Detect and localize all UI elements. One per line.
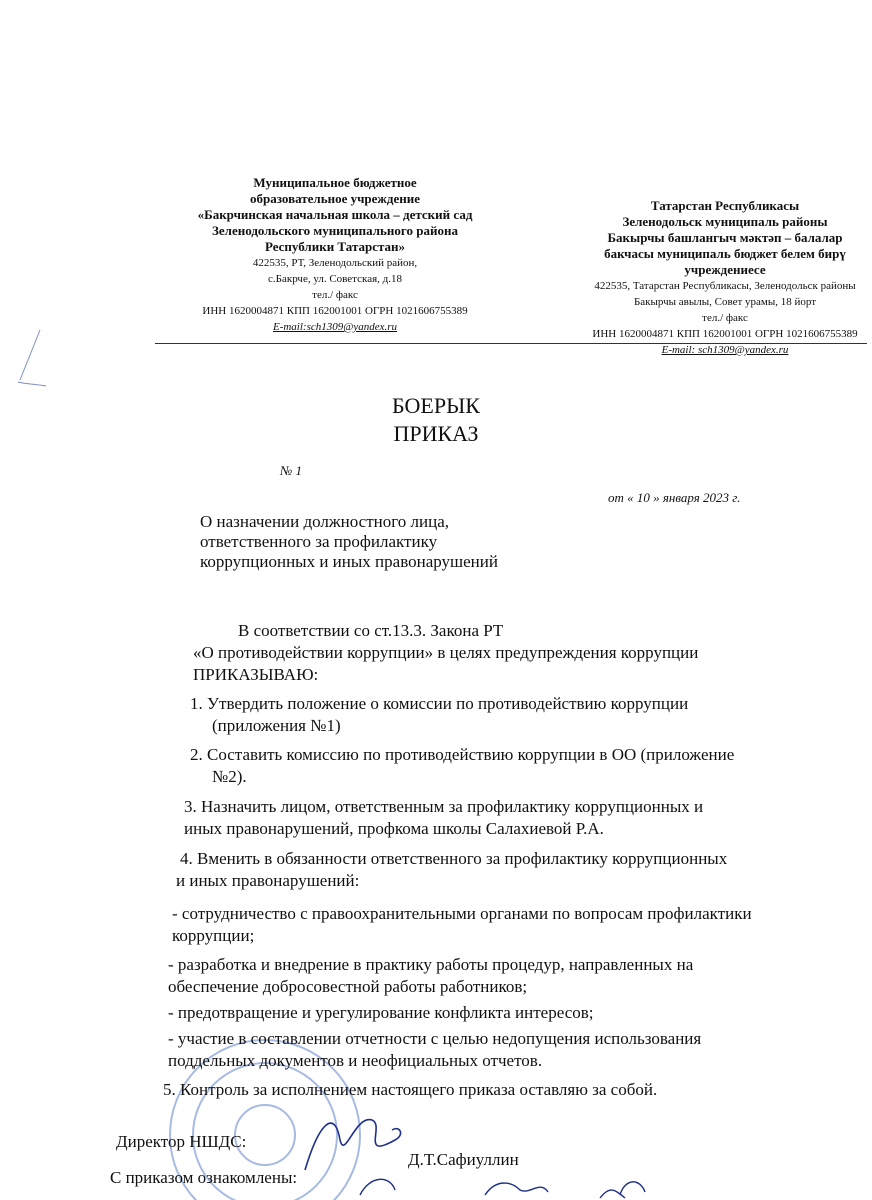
org-name-line: образовательное учреждение: [250, 191, 420, 206]
address-line: 422535, РТ, Зеленодольский район,: [252, 257, 418, 269]
address-line: ИНН 1620004871 КПП 162001001 ОГРН 1021606755389: [592, 328, 858, 340]
handwritten-initials-1: [360, 1179, 548, 1195]
body-line: и иных правонарушений:: [176, 871, 360, 890]
body-line: коррупции;: [172, 926, 255, 945]
address-line: ИНН 1620004871 КПП 162001001 ОГРН 1021606755389: [202, 305, 468, 317]
body-line: 5. Контроль за исполнением настоящего приказа оставляю за собой.: [163, 1080, 658, 1099]
body-line: - участие в составлении отчетности с целью недопущения использования: [168, 1029, 702, 1048]
subject-line: коррупционных и иных правонарушений: [200, 552, 498, 571]
document-title: [0, 392, 872, 448]
body-line: 3. Назначить лицом, ответственным за профилактику коррупционных и: [184, 797, 704, 816]
address-line: 422535, Татарстан Республикасы, Зеленодольск районы: [594, 280, 856, 292]
org-name-line: «Бакрчинская начальная школа – детский сад: [197, 207, 473, 222]
title-russian: ПРИКАЗ: [393, 421, 479, 446]
signature-name: Д.Т.Сафиуллин: [408, 1150, 519, 1169]
body-line: «О противодействии коррупции» в целях предупреждения коррупции: [193, 643, 699, 662]
org-name-line: Татарстан Республикасы: [650, 198, 800, 213]
org-name-line: Зеленодольск муниципаль районы: [622, 214, 828, 229]
body-line: ПРИКАЗЫВАЮ:: [193, 665, 319, 684]
title-tatar: БОЕРЫК: [392, 393, 480, 418]
body-line: 4. Вменить в обязанности ответственного за профилактику коррупционных: [180, 849, 728, 868]
org-name-line: Муниципальное бюджетное: [253, 175, 417, 190]
body-line: - разработка и внедрение в практику работы процедур, направленных на: [168, 955, 694, 974]
body-line: - предотвращение и урегулирование конфликта интересов;: [168, 1003, 594, 1022]
body-line: 2. Составить комиссию по противодействию коррупции в ОО (приложение: [190, 745, 735, 764]
order-subject: [200, 512, 498, 572]
org-name-line: Бакырчы башлангыч мәктәп – балалар: [607, 230, 843, 245]
subject-line: ответственного за профилактику: [200, 532, 438, 551]
margin-scribble: [18, 330, 46, 386]
org-name-line: бакчасы муниципаль бюджет белем бирү: [604, 246, 846, 261]
body-line: В соответствии со ст.13.3. Закона РТ: [238, 621, 504, 640]
header-divider: [155, 343, 867, 344]
org-name-line: Республики Татарстан»: [264, 239, 406, 254]
address-line: с.Бакрче, ул. Советская, д.18: [268, 273, 402, 285]
director-signature: [305, 1120, 401, 1170]
address-line: тел./ факс: [702, 312, 748, 324]
address-line: тел./ факс: [312, 289, 358, 301]
subject-line: О назначении должностного лица,: [200, 512, 450, 531]
order-date: от « 10 » января 2023 г.: [608, 490, 741, 505]
header-left: [175, 175, 495, 335]
org-name-line: Зеленодольского муниципального района: [212, 223, 458, 238]
body-line: иных правонарушений, профкома школы Салахиевой Р.А.: [184, 819, 604, 838]
acknowledgement-label: С приказом ознакомлены:: [110, 1168, 298, 1187]
header-right: [580, 198, 870, 358]
body-line: - сотрудничество с правоохранительными органами по вопросам профилактики: [172, 904, 752, 923]
email-text: E-mail:sch1309@yandex.ru: [272, 321, 398, 333]
body-line: (приложения №1): [212, 716, 341, 735]
address-line: Бакырчы авылы, Совет урамы, 18 йорт: [633, 296, 817, 308]
body-line: 1. Утвердить положение о комиссии по противодействию коррупции: [190, 694, 689, 713]
email-text: E-mail: sch1309@yandex.ru: [661, 344, 789, 356]
body-line: №2).: [212, 767, 247, 786]
signature-role: Директор НШДС:: [116, 1132, 247, 1151]
handwritten-initials-2: [600, 1182, 645, 1198]
body-line: поддельных документов и неофициальных отчетов.: [168, 1051, 543, 1070]
order-number: № 1: [280, 463, 303, 478]
org-name-line: учреждениесе: [684, 262, 766, 277]
body-line: обеспечение добросовестной работы работников;: [168, 977, 528, 996]
